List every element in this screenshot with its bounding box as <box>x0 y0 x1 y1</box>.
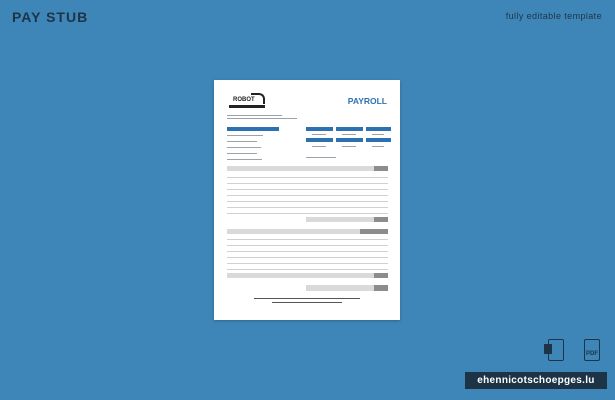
earnings-header <box>227 166 388 171</box>
pdf-file-icon[interactable]: PDF <box>584 339 600 361</box>
total-deductions-row <box>227 273 388 278</box>
employee-header <box>227 127 279 131</box>
robot-logo: ROBOT <box>229 93 265 108</box>
domain-watermark: ehennicotschoepges.lu <box>465 372 607 389</box>
pay-stub-document <box>214 80 400 320</box>
page-subtitle: fully editable template <box>505 11 602 21</box>
page-title: PAY STUB <box>12 9 89 25</box>
document-title: PAYROLL <box>347 96 387 106</box>
word-file-icon[interactable] <box>548 339 564 361</box>
